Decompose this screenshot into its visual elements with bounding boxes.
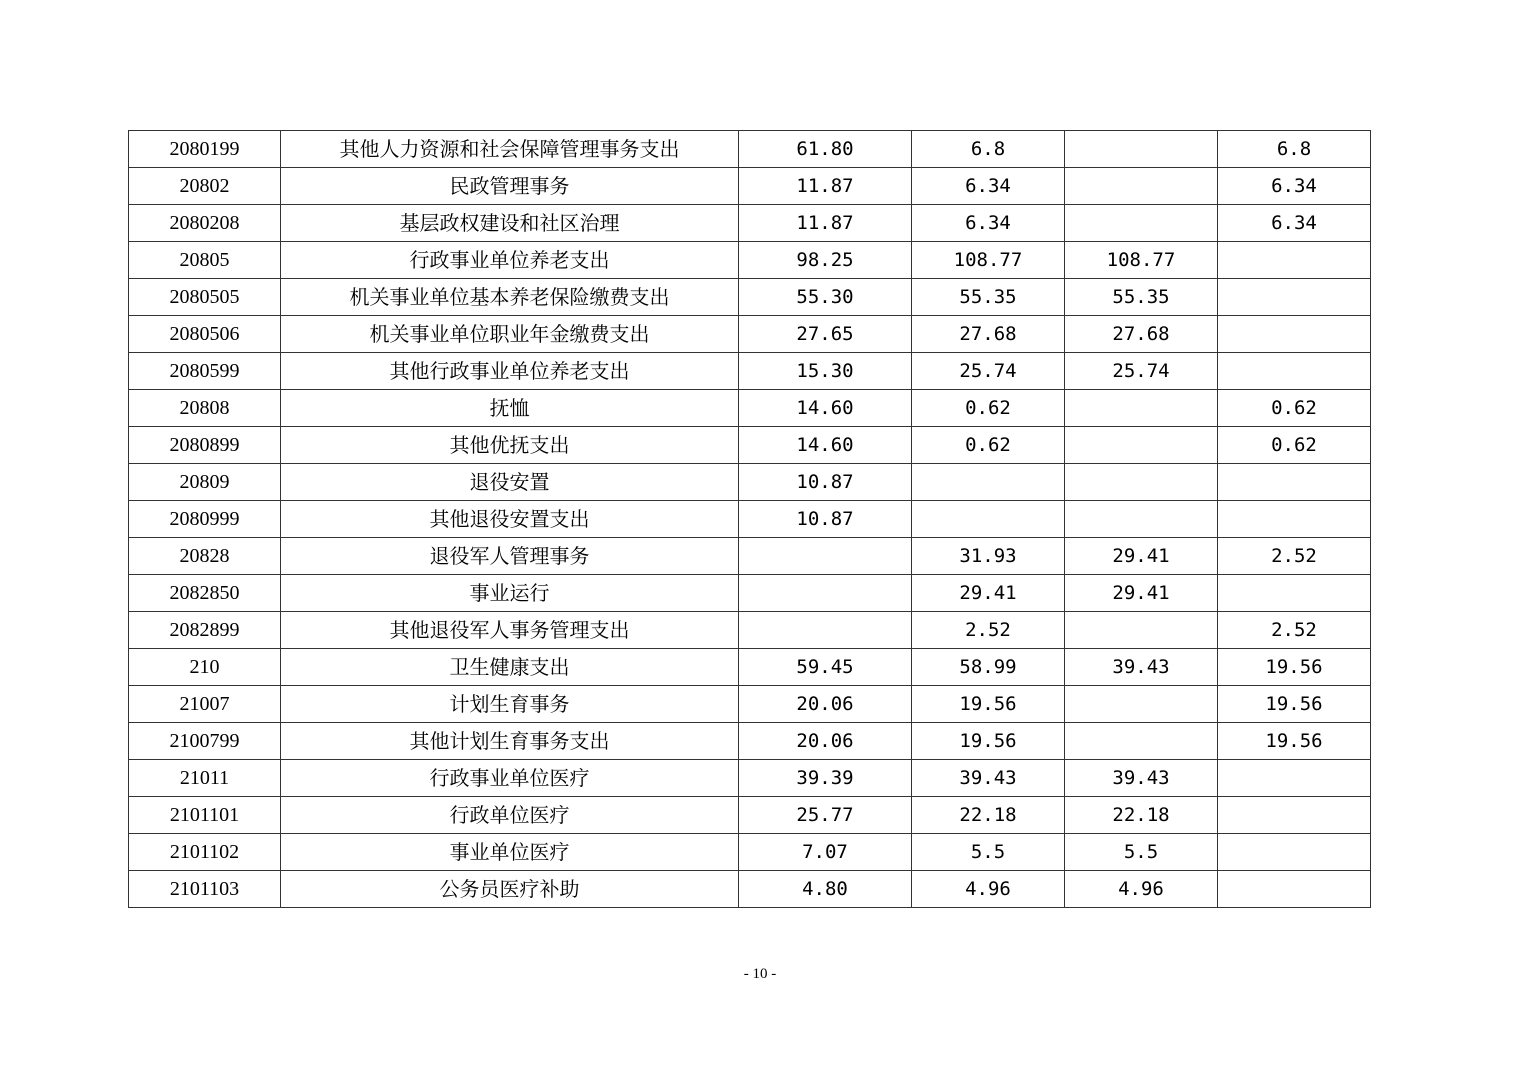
cell-value-4: [1218, 834, 1371, 871]
table-row: [129, 834, 1371, 871]
cell-value-1: 14.60: [739, 427, 912, 464]
cell-code: 21011: [129, 760, 281, 797]
cell-item-name: 行政单位医疗: [281, 797, 739, 834]
cell-value-4: 2.52: [1218, 612, 1371, 649]
cell-value-3: 22.18: [1065, 797, 1218, 834]
cell-value-4: [1218, 242, 1371, 279]
cell-item-name: 其他人力资源和社会保障管理事务支出: [281, 131, 739, 168]
cell-value-3: 108.77: [1065, 242, 1218, 279]
cell-code: 2082850: [129, 575, 281, 612]
cell-value-2: 29.41: [912, 575, 1065, 612]
cell-value-3: [1065, 723, 1218, 760]
cell-value-4: [1218, 797, 1371, 834]
cell-value-2: 0.62: [912, 427, 1065, 464]
cell-value-3: [1065, 686, 1218, 723]
cell-code: 2100799: [129, 723, 281, 760]
cell-value-4: 0.62: [1218, 390, 1371, 427]
table-row: [129, 427, 1371, 464]
cell-value-2: 2.52: [912, 612, 1065, 649]
cell-value-1: 55.30: [739, 279, 912, 316]
cell-value-1: 20.06: [739, 686, 912, 723]
cell-item-name: 事业单位医疗: [281, 834, 739, 871]
cell-value-3: [1065, 464, 1218, 501]
cell-value-2: 6.34: [912, 205, 1065, 242]
cell-value-3: 29.41: [1065, 538, 1218, 575]
table-row: [129, 575, 1371, 612]
cell-item-name: 卫生健康支出: [281, 649, 739, 686]
budget-table: [128, 130, 1371, 908]
cell-code: 2080199: [129, 131, 281, 168]
cell-value-3: 27.68: [1065, 316, 1218, 353]
cell-value-2: 31.93: [912, 538, 1065, 575]
cell-value-1: 59.45: [739, 649, 912, 686]
cell-value-1: 14.60: [739, 390, 912, 427]
table-row: [129, 205, 1371, 242]
cell-item-name: 事业运行: [281, 575, 739, 612]
cell-code: 210: [129, 649, 281, 686]
table-row: [129, 501, 1371, 538]
cell-value-3: [1065, 205, 1218, 242]
cell-value-1: 25.77: [739, 797, 912, 834]
cell-value-3: 5.5: [1065, 834, 1218, 871]
cell-value-1: 7.07: [739, 834, 912, 871]
table-row: [129, 168, 1371, 205]
cell-value-4: 6.8: [1218, 131, 1371, 168]
cell-value-1: 10.87: [739, 464, 912, 501]
cell-value-1: [739, 612, 912, 649]
cell-value-3: [1065, 427, 1218, 464]
cell-value-2: 6.8: [912, 131, 1065, 168]
cell-value-1: 98.25: [739, 242, 912, 279]
cell-value-2: 19.56: [912, 686, 1065, 723]
cell-value-1: [739, 575, 912, 612]
cell-item-name: 其他计划生育事务支出: [281, 723, 739, 760]
cell-value-2: 22.18: [912, 797, 1065, 834]
cell-value-4: 6.34: [1218, 168, 1371, 205]
table-row: [129, 279, 1371, 316]
cell-value-4: 19.56: [1218, 649, 1371, 686]
cell-value-2: 27.68: [912, 316, 1065, 353]
cell-item-name: 机关事业单位基本养老保险缴费支出: [281, 279, 739, 316]
cell-code: 2080506: [129, 316, 281, 353]
cell-value-1: 15.30: [739, 353, 912, 390]
table-row: [129, 538, 1371, 575]
table-row: [129, 131, 1371, 168]
cell-item-name: 其他行政事业单位养老支出: [281, 353, 739, 390]
cell-item-name: 行政事业单位养老支出: [281, 242, 739, 279]
cell-code: 2080208: [129, 205, 281, 242]
cell-value-1: 27.65: [739, 316, 912, 353]
cell-value-4: [1218, 501, 1371, 538]
cell-item-name: 抚恤: [281, 390, 739, 427]
cell-code: 20802: [129, 168, 281, 205]
cell-value-2: 58.99: [912, 649, 1065, 686]
cell-value-4: 0.62: [1218, 427, 1371, 464]
cell-code: 2080999: [129, 501, 281, 538]
cell-item-name: 其他退役军人事务管理支出: [281, 612, 739, 649]
table-row: [129, 612, 1371, 649]
cell-value-3: 55.35: [1065, 279, 1218, 316]
cell-item-name: 其他优抚支出: [281, 427, 739, 464]
cell-value-3: [1065, 390, 1218, 427]
cell-value-1: 20.06: [739, 723, 912, 760]
cell-code: 20809: [129, 464, 281, 501]
cell-code: 20805: [129, 242, 281, 279]
cell-value-4: 6.34: [1218, 205, 1371, 242]
cell-code: 2080599: [129, 353, 281, 390]
cell-value-4: [1218, 279, 1371, 316]
cell-value-2: [912, 464, 1065, 501]
table-row: [129, 649, 1371, 686]
cell-value-3: 39.43: [1065, 760, 1218, 797]
cell-code: 21007: [129, 686, 281, 723]
cell-value-2: [912, 501, 1065, 538]
cell-value-4: 19.56: [1218, 686, 1371, 723]
cell-code: 2080899: [129, 427, 281, 464]
cell-code: 20828: [129, 538, 281, 575]
cell-value-4: 19.56: [1218, 723, 1371, 760]
cell-code: 2101101: [129, 797, 281, 834]
cell-code: 2101103: [129, 871, 281, 908]
cell-code: 2082899: [129, 612, 281, 649]
cell-value-4: [1218, 575, 1371, 612]
cell-item-name: 退役安置: [281, 464, 739, 501]
cell-value-1: 11.87: [739, 205, 912, 242]
cell-value-2: 6.34: [912, 168, 1065, 205]
cell-value-1: [739, 538, 912, 575]
cell-item-name: 公务员医疗补助: [281, 871, 739, 908]
page-number: - 10 -: [743, 966, 777, 982]
cell-value-4: [1218, 353, 1371, 390]
cell-item-name: 计划生育事务: [281, 686, 739, 723]
cell-code: 2080505: [129, 279, 281, 316]
table-row: [129, 760, 1371, 797]
table-body: [129, 131, 1371, 908]
cell-code: 2101102: [129, 834, 281, 871]
table-row: [129, 723, 1371, 760]
cell-value-1: 39.39: [739, 760, 912, 797]
cell-value-1: 11.87: [739, 168, 912, 205]
cell-value-2: 55.35: [912, 279, 1065, 316]
cell-value-2: 4.96: [912, 871, 1065, 908]
cell-value-1: 4.80: [739, 871, 912, 908]
cell-item-name: 退役军人管理事务: [281, 538, 739, 575]
table-row: [129, 242, 1371, 279]
cell-value-2: 5.5: [912, 834, 1065, 871]
cell-item-name: 其他退役安置支出: [281, 501, 739, 538]
cell-value-3: 29.41: [1065, 575, 1218, 612]
cell-value-2: 0.62: [912, 390, 1065, 427]
cell-value-4: 2.52: [1218, 538, 1371, 575]
cell-value-4: [1218, 871, 1371, 908]
table-row: [129, 316, 1371, 353]
cell-value-2: 108.77: [912, 242, 1065, 279]
table-row: [129, 871, 1371, 908]
cell-value-4: [1218, 316, 1371, 353]
cell-value-2: 25.74: [912, 353, 1065, 390]
cell-value-3: 39.43: [1065, 649, 1218, 686]
table-row: [129, 390, 1371, 427]
table-row: [129, 686, 1371, 723]
table-row: [129, 353, 1371, 390]
cell-value-3: 25.74: [1065, 353, 1218, 390]
cell-value-2: 19.56: [912, 723, 1065, 760]
cell-item-name: 民政管理事务: [281, 168, 739, 205]
cell-value-4: [1218, 760, 1371, 797]
cell-item-name: 机关事业单位职业年金缴费支出: [281, 316, 739, 353]
cell-value-3: [1065, 501, 1218, 538]
cell-value-3: [1065, 168, 1218, 205]
cell-value-1: 10.87: [739, 501, 912, 538]
cell-value-3: [1065, 612, 1218, 649]
cell-value-3: [1065, 131, 1218, 168]
cell-item-name: 基层政权建设和社区治理: [281, 205, 739, 242]
cell-value-3: 4.96: [1065, 871, 1218, 908]
table-row: [129, 464, 1371, 501]
cell-item-name: 行政事业单位医疗: [281, 760, 739, 797]
table-row: [129, 797, 1371, 834]
cell-value-4: [1218, 464, 1371, 501]
cell-code: 20808: [129, 390, 281, 427]
cell-value-1: 61.80: [739, 131, 912, 168]
cell-value-2: 39.43: [912, 760, 1065, 797]
